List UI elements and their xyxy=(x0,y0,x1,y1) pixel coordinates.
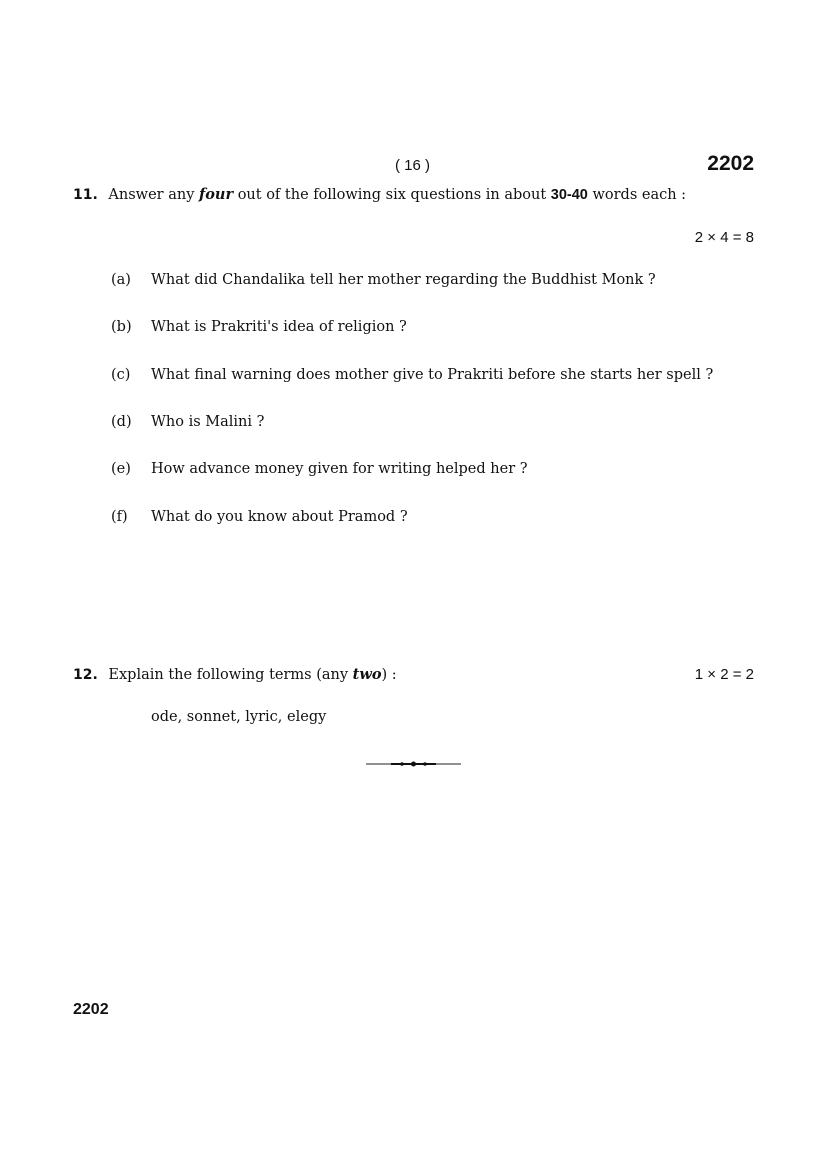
item-text: What did Chandalika tell her mother regarding the Buddhist Monk ? xyxy=(151,272,656,288)
question-number: 11. xyxy=(73,187,98,203)
item-text: How advance money given for writing helped her ? xyxy=(151,461,528,477)
paper-code-header: 2202 xyxy=(707,152,754,175)
end-ornament-icon xyxy=(366,760,461,768)
question-text: Explain the following terms (any two) : xyxy=(108,666,397,683)
item-label: (e) xyxy=(111,461,131,477)
paper-code-footer: 2202 xyxy=(73,1001,109,1018)
item-text: What do you know about Pramod ? xyxy=(151,509,408,525)
item-label: (a) xyxy=(111,272,131,288)
question-text: Answer any four out of the following six questions in about 30-40 words each : xyxy=(108,186,687,203)
item-label: (f) xyxy=(111,509,128,525)
item-label: (d) xyxy=(111,414,132,430)
page-number: ( 16 ) xyxy=(395,157,431,174)
question-number: 12. xyxy=(73,667,98,683)
question-11 xyxy=(73,186,686,203)
item-text: What final warning does mother give to Prakriti before she starts her spell ? xyxy=(151,367,714,383)
item-text: What is Prakriti's idea of religion ? xyxy=(151,319,407,335)
item-label: (c) xyxy=(111,367,131,383)
question-12 xyxy=(73,666,397,683)
item-label: (b) xyxy=(111,319,132,335)
marks-q12: 1 × 2 = 2 xyxy=(694,666,754,683)
item-text: Who is Malini ? xyxy=(151,414,265,430)
terms-list: ode, sonnet, lyric, elegy xyxy=(151,709,327,725)
marks-q11: 2 × 4 = 8 xyxy=(694,229,754,246)
